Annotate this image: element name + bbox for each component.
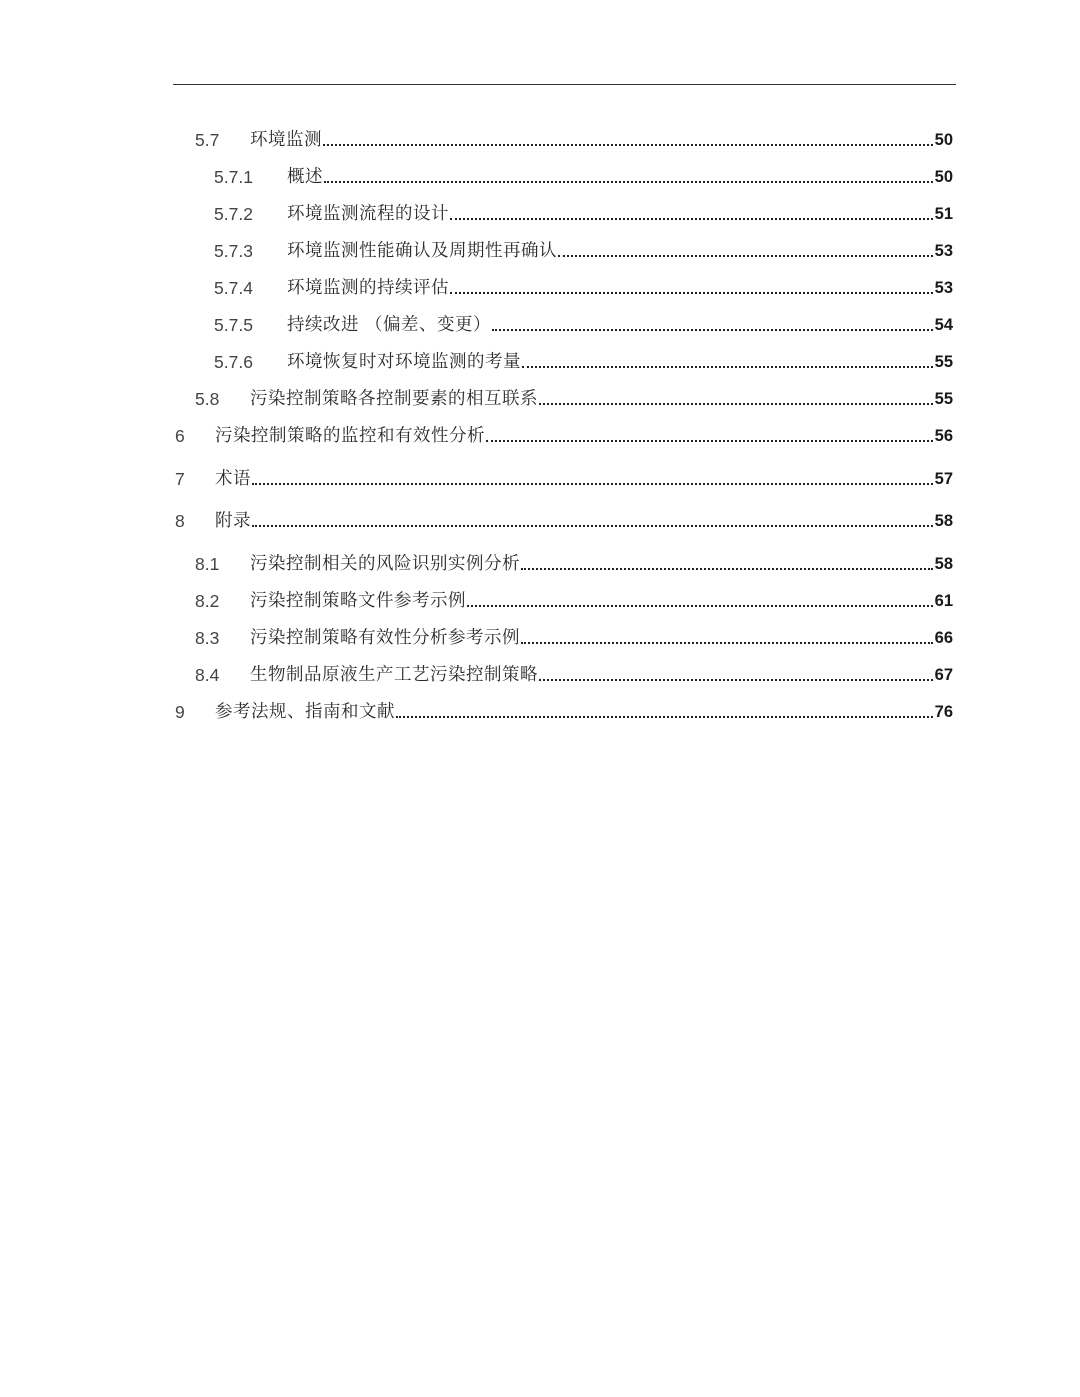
- toc-entry-8-4[interactable]: [195, 662, 953, 688]
- header-rule: [173, 84, 956, 85]
- toc-entry-9[interactable]: [175, 699, 953, 725]
- toc-entry-8-2[interactable]: [195, 588, 953, 614]
- toc-leader: [539, 679, 933, 681]
- toc-leader: [396, 716, 933, 718]
- toc-number: 8.4: [195, 665, 220, 685]
- toc-title: 环境监测流程的设计: [287, 204, 449, 224]
- toc-title: 环境监测: [250, 130, 322, 150]
- toc-title: 附录: [215, 511, 251, 531]
- toc-title: 参考法规、指南和文献: [215, 702, 395, 722]
- toc-title: 环境监测的持续评估: [287, 278, 449, 298]
- toc-entry-5-7-1[interactable]: [214, 164, 953, 190]
- toc-number: 5.7.4: [214, 278, 253, 298]
- toc-number: 8.2: [195, 591, 220, 611]
- toc-page-number: 76: [934, 703, 953, 721]
- toc-page-number: 58: [934, 512, 953, 530]
- toc-title: 污染控制策略文件参考示例: [250, 591, 466, 611]
- toc-leader: [558, 255, 933, 257]
- toc-number: 9: [175, 702, 185, 722]
- toc-leader: [252, 525, 933, 527]
- toc-title: 污染控制策略各控制要素的相互联系: [250, 389, 538, 409]
- toc-title: 污染控制相关的风险识别实例分析: [250, 554, 520, 574]
- toc-title: 污染控制策略的监控和有效性分析: [215, 426, 485, 446]
- toc-leader: [450, 218, 933, 220]
- toc-number: 5.8: [195, 389, 220, 409]
- toc-page-number: 50: [934, 131, 953, 149]
- toc-entry-5-7-5[interactable]: [214, 312, 953, 338]
- toc-leader: [323, 144, 933, 146]
- toc-entry-8-3[interactable]: [195, 625, 953, 651]
- toc-page-number: 66: [934, 629, 953, 647]
- toc-entry-5-7-6[interactable]: [214, 349, 953, 375]
- toc-title: 持续改进 （偏差、变更）: [287, 315, 492, 335]
- toc-number: 5.7.1: [214, 167, 253, 187]
- toc-leader: [521, 568, 933, 570]
- toc-title: 概述: [287, 167, 323, 187]
- toc-number: 5.7.2: [214, 204, 253, 224]
- toc-number: 5.7: [195, 130, 220, 150]
- toc-entry-7[interactable]: [175, 466, 953, 492]
- toc-page-number: 51: [934, 205, 953, 223]
- toc-page-number: 67: [934, 666, 953, 684]
- toc-leader: [450, 292, 933, 294]
- toc-number: 5.7.6: [214, 352, 253, 372]
- toc-leader: [492, 329, 933, 331]
- toc-title: 生物制品原液生产工艺污染控制策略: [250, 665, 538, 685]
- toc-entry-6[interactable]: [175, 423, 953, 449]
- toc-leader: [324, 181, 933, 183]
- toc-title: 环境监测性能确认及周期性再确认: [287, 241, 557, 261]
- toc-title: 污染控制策略有效性分析参考示例: [250, 628, 520, 648]
- toc-page-number: 56: [934, 427, 953, 445]
- toc-entry-8[interactable]: [175, 508, 953, 534]
- toc-entry-5-7[interactable]: [195, 127, 953, 153]
- toc-leader: [467, 605, 933, 607]
- toc-leader: [521, 642, 933, 644]
- toc-number: 8.3: [195, 628, 220, 648]
- toc-page-number: 55: [934, 390, 953, 408]
- toc-page-number: 57: [934, 470, 953, 488]
- toc-page-number: 61: [934, 592, 953, 610]
- toc-page-number: 53: [934, 279, 953, 297]
- toc-entry-5-7-4[interactable]: [214, 275, 953, 301]
- toc-page-number: 53: [934, 242, 953, 260]
- toc-number: 5.7.3: [214, 241, 253, 261]
- toc-page-number: 55: [934, 353, 953, 371]
- toc-title: 术语: [215, 469, 251, 489]
- toc-number: 6: [175, 426, 185, 446]
- toc-leader: [252, 483, 933, 485]
- toc-number: 7: [175, 469, 185, 489]
- toc-page-number: 58: [934, 555, 953, 573]
- toc-leader: [486, 440, 933, 442]
- toc-leader: [539, 403, 933, 405]
- toc-entry-5-7-2[interactable]: [214, 201, 953, 227]
- toc-entry-5-7-3[interactable]: [214, 238, 953, 264]
- toc-entry-8-1[interactable]: [195, 551, 953, 577]
- toc-page-number: 50: [934, 168, 953, 186]
- toc-page-number: 54: [934, 316, 953, 334]
- toc-number: 5.7.5: [214, 315, 253, 335]
- toc-entry-5-8[interactable]: [195, 386, 953, 412]
- toc-number: 8.1: [195, 554, 220, 574]
- toc-title: 环境恢复时对环境监测的考量: [287, 352, 521, 372]
- toc-number: 8: [175, 511, 185, 531]
- toc-leader: [522, 366, 933, 368]
